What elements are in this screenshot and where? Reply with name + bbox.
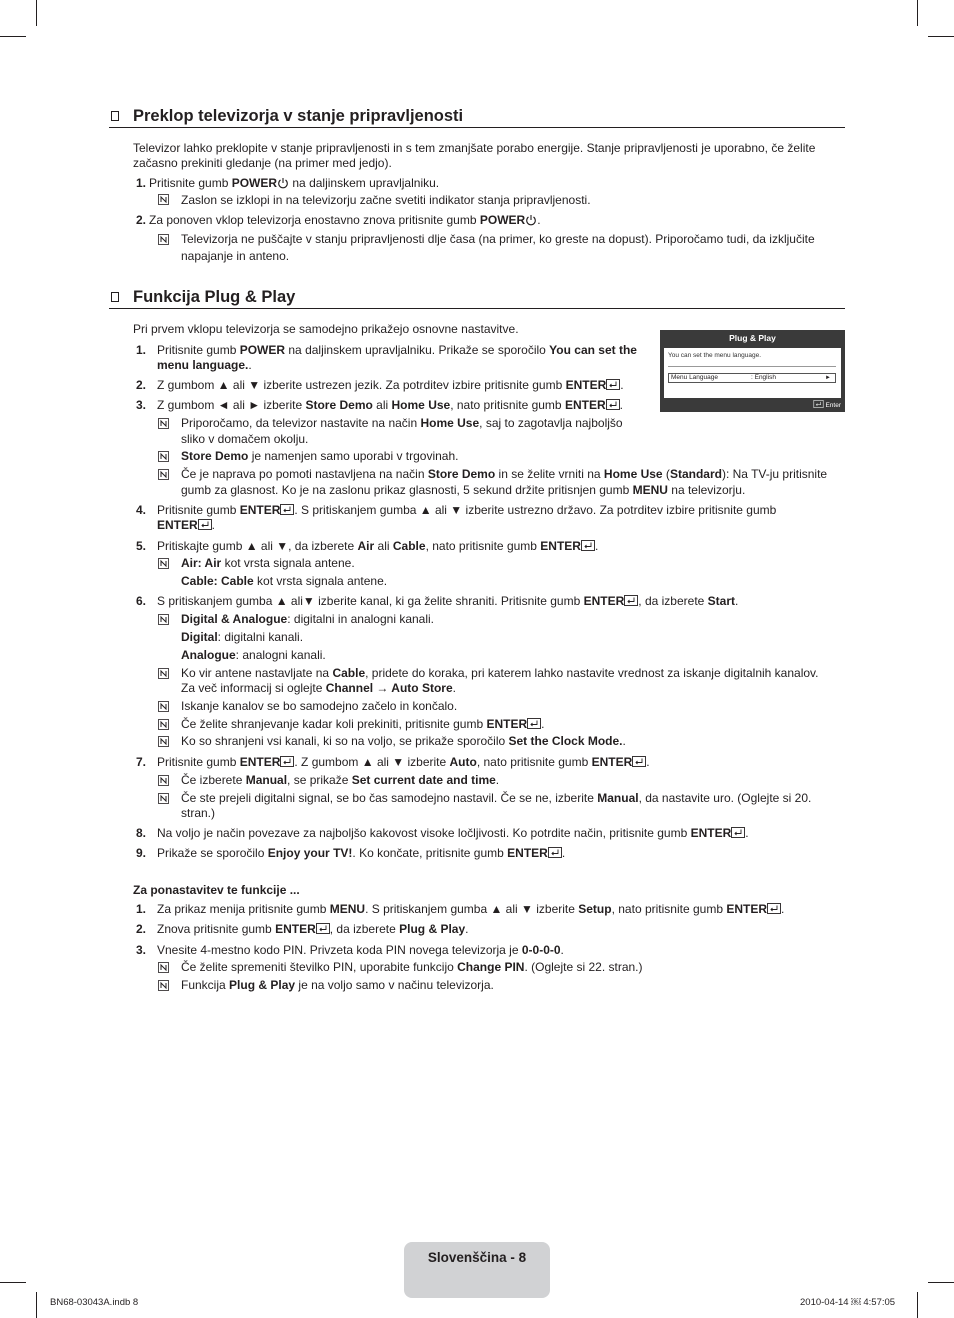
step-text: Pritisnite gumb ENTER . Z gumbom ▲ ali ▼ izberite Auto, nato pritisnite gumb ENTER . — [157, 755, 650, 769]
note-icon — [158, 793, 169, 804]
step-text: Pritisnite gumb ENTER . S pritiskanjem gumba ▲ ali ▼ izberite ustrezno državo. Za potrditev izbire pritisnite gumb — [157, 503, 777, 517]
step-text: Z gumbom ▲ ali ▼ izberite ustrezen jezik. Za potrditev izbire pritisnite gumb ENTER . — [157, 378, 624, 392]
note-text: sliko v domačem okolju. — [181, 432, 309, 446]
step-number: 1. — [136, 902, 147, 916]
note-text: Store Demo je namenjen samo uporabi v trgovinah. — [181, 449, 459, 463]
note-text: Digital & Analogue: digitalni in analogni kanali. — [181, 612, 434, 626]
osd-arrow-icon: ► — [825, 375, 831, 381]
enter-icon — [316, 923, 330, 934]
osd-body — [664, 348, 841, 398]
crop-mark — [0, 1282, 26, 1283]
page-number-tab — [404, 1242, 550, 1298]
note-icon — [158, 418, 169, 429]
crop-mark — [36, 1292, 37, 1318]
power-icon — [525, 214, 537, 226]
crop-mark — [917, 0, 918, 26]
paragraph: začasno prekiniti gledanje (na primer med jedjo). — [133, 156, 392, 170]
note-text: Analogue: analogni kanali. — [181, 648, 326, 662]
note-text: Za več informacij si oglejte Channel → Auto Store. — [181, 681, 456, 695]
crop-mark — [0, 36, 26, 37]
step-number: 5. — [136, 539, 147, 553]
osd-divider — [668, 366, 836, 367]
enter-icon — [548, 847, 562, 858]
crop-mark — [928, 1282, 954, 1283]
step-number: 8. — [136, 826, 147, 840]
step-text: S pritiskanjem gumba ▲ ali▼ izberite kanal, ki ga želite shraniti. Pritisnite gumb ENTER , da izberete Start. — [157, 594, 739, 608]
step-text: Za prikaz menija pritisnite gumb MENU. S pritiskanjem gumba ▲ ali ▼ izberite Setup, nato pritisnite gumb ENTER . — [157, 902, 785, 916]
note-text: Priporočamo, da televizor nastavite na način Home Use, saj to zagotavlja najboljšo — [181, 416, 623, 430]
step-number: 2. — [136, 213, 147, 227]
page-number: Slovenščina - 8 — [427, 1250, 527, 1265]
section-plug-and-play — [109, 286, 845, 309]
note-text: gumb za glasnost. Ko je na zaslonu prikaz glasnosti, 5 sekund držite pritisnjen gumb MENU na televizorju. — [181, 483, 746, 497]
step-text: ENTER . — [157, 518, 216, 532]
note-text: Ko vir antene nastavljate na Cable, pridete do koraka, pri katerem lahko nastavite vrednost za iskanje digitalnih kanalov. — [181, 666, 819, 680]
step-text: Pritisnite gumb POWER na daljinskem upravljalniku. Prikaže se sporočilo You can set the — [157, 343, 637, 357]
note-text: Iskanje kanalov se bo samodejno začelo in končalo. — [181, 699, 458, 713]
note-icon — [158, 775, 169, 786]
note-icon — [158, 668, 169, 679]
section-title: Preklop televizorja v stanje pripravljenosti — [109, 105, 845, 128]
step-number: 1. — [136, 343, 147, 357]
crop-mark — [36, 0, 37, 26]
step-text: Prikaže se sporočilo Enjoy your TV!. Ko končate, pritisnite gumb ENTER . — [157, 846, 566, 860]
osd-title: Plug & Play — [729, 333, 776, 343]
note-icon — [158, 194, 169, 205]
file-slug: BN68-03043A.indb 8 — [50, 1297, 139, 1308]
note-text: Air: Air kot vrsta signala antene. — [181, 556, 355, 570]
note-text: stran.) — [181, 806, 216, 820]
step-text: Znova pritisnite gumb ENTER , da izberete Plug & Play. — [157, 922, 469, 936]
enter-icon — [731, 827, 745, 838]
note-icon — [158, 736, 169, 747]
paragraph: Pri prvem vklopu televizorja se samodejno prikažejo osnovne nastavitve. — [133, 322, 519, 336]
osd-screen — [660, 330, 845, 412]
enter-icon — [632, 756, 646, 767]
step-text: Vnesite 4-mestno kodo PIN. Privzeta koda PIN novega televizorja je 0-0-0-0. — [157, 943, 564, 957]
step-text: menu language.. — [157, 358, 252, 372]
enter-icon — [813, 400, 824, 408]
note-icon — [158, 451, 169, 462]
enter-icon — [767, 903, 781, 914]
note-icon — [158, 962, 169, 973]
osd-enter-hint: Enter — [813, 400, 841, 409]
date-slug: 2010-04-14 ￼ 4:57:05 — [800, 1297, 896, 1308]
step-number: 2. — [136, 922, 147, 936]
crop-mark — [917, 1292, 918, 1318]
enter-icon — [624, 595, 638, 606]
enter-icon — [280, 504, 294, 515]
section-title: Funkcija Plug & Play — [109, 286, 845, 309]
note-text: Zaslon se izklopi in na televizorju začne svetiti indikator stanja pripravljenosti. — [181, 193, 591, 207]
paragraph: Televizor lahko preklopite v stanje pripravljenosti in s tem zmanjšate porabo energije. Stanje pripravljenosti je uporabno, če želite — [133, 141, 816, 155]
step-number: 3. — [136, 398, 147, 412]
enter-icon — [606, 379, 620, 390]
note-text: Če želite shranjevanje kadar koli prekiniti, pritisnite gumb ENTER . — [181, 717, 545, 731]
step-text: Pritiskajte gumb ▲ ali ▼, da izberete Air ali Cable, nato pritisnite gumb ENTER . — [157, 539, 599, 553]
note-icon — [158, 234, 169, 245]
note-icon — [158, 719, 169, 730]
note-text: Funkcija Plug & Play je na voljo samo v načinu televizorja. — [181, 978, 494, 992]
section-bullet-icon — [111, 111, 119, 121]
note-icon — [158, 558, 169, 569]
note-text: Ko so shranjeni vsi kanali, ki so na voljo, se prikaže sporočilo Set the Clock Mode.. — [181, 734, 626, 748]
step-text: Na voljo je način povezave za najboljšo kakovost visoke ločljivosti. Ko potrdite način, pritisnite gumb ENTER . — [157, 826, 749, 840]
step-number: 4. — [136, 503, 147, 517]
osd-menu-language-row — [668, 373, 836, 383]
step-text: Z gumbom ◄ ali ► izberite Store Demo ali Home Use, nato pritisnite gumb ENTER . — [157, 398, 623, 412]
step-number: 7. — [136, 755, 147, 769]
note-text: Če želite spremeniti številko PIN, uporabite funkcijo Change PIN. (Oglejte si 22. stran.) — [181, 960, 643, 974]
note-icon — [158, 469, 169, 480]
enter-icon — [606, 399, 620, 410]
step-number: 3. — [136, 943, 147, 957]
note-icon — [158, 980, 169, 991]
enter-icon — [581, 540, 595, 551]
note-text: napajanje in anteno. — [181, 249, 290, 263]
note-text: Če je naprava po pomoti nastavljena na način Store Demo in se želite vrniti na Home Use (Standard): Na TV-ju pritisnite — [181, 467, 828, 481]
osd-row-label: Menu Language — [671, 374, 718, 381]
step-number: 1. — [136, 176, 147, 190]
note-text: Če ste prejeli digitalni signal, se bo čas samodejno nastavil. Če se ne, izberite Manual, da nastavite uro. (Oglejte si 20. — [181, 791, 812, 805]
enter-icon — [198, 519, 212, 530]
step-text: Za ponoven vklop televizorja enostavno znova pritisnite gumb POWER . — [149, 213, 541, 227]
subheading: Za ponastavitev te funkcije ... — [133, 883, 300, 897]
step-number: 6. — [136, 594, 147, 608]
note-text: Digital: digitalni kanali. — [181, 630, 304, 644]
power-icon — [277, 177, 289, 189]
enter-icon — [280, 756, 294, 767]
enter-icon — [527, 718, 541, 729]
note-icon — [158, 701, 169, 712]
section-standby — [109, 105, 845, 128]
step-number: 2. — [136, 378, 147, 392]
note-icon — [158, 614, 169, 625]
note-text: Televizorja ne puščajte v stanju pripravljenosti dlje časa (na primer, ko greste na dopust). Priporočamo tudi, da izključite — [181, 232, 815, 246]
osd-message: You can set the menu language. — [668, 352, 761, 359]
step-text: Pritisnite gumb POWER na daljinskem upravljalniku. — [149, 176, 440, 190]
note-text: Če izberete Manual, se prikaže Set current date and time. — [181, 773, 500, 787]
crop-mark — [928, 36, 954, 37]
section-bullet-icon — [111, 292, 119, 302]
step-number: 9. — [136, 846, 147, 860]
osd-row-value: : English — [751, 374, 776, 381]
note-text: Cable: Cable kot vrsta signala antene. — [181, 574, 388, 588]
